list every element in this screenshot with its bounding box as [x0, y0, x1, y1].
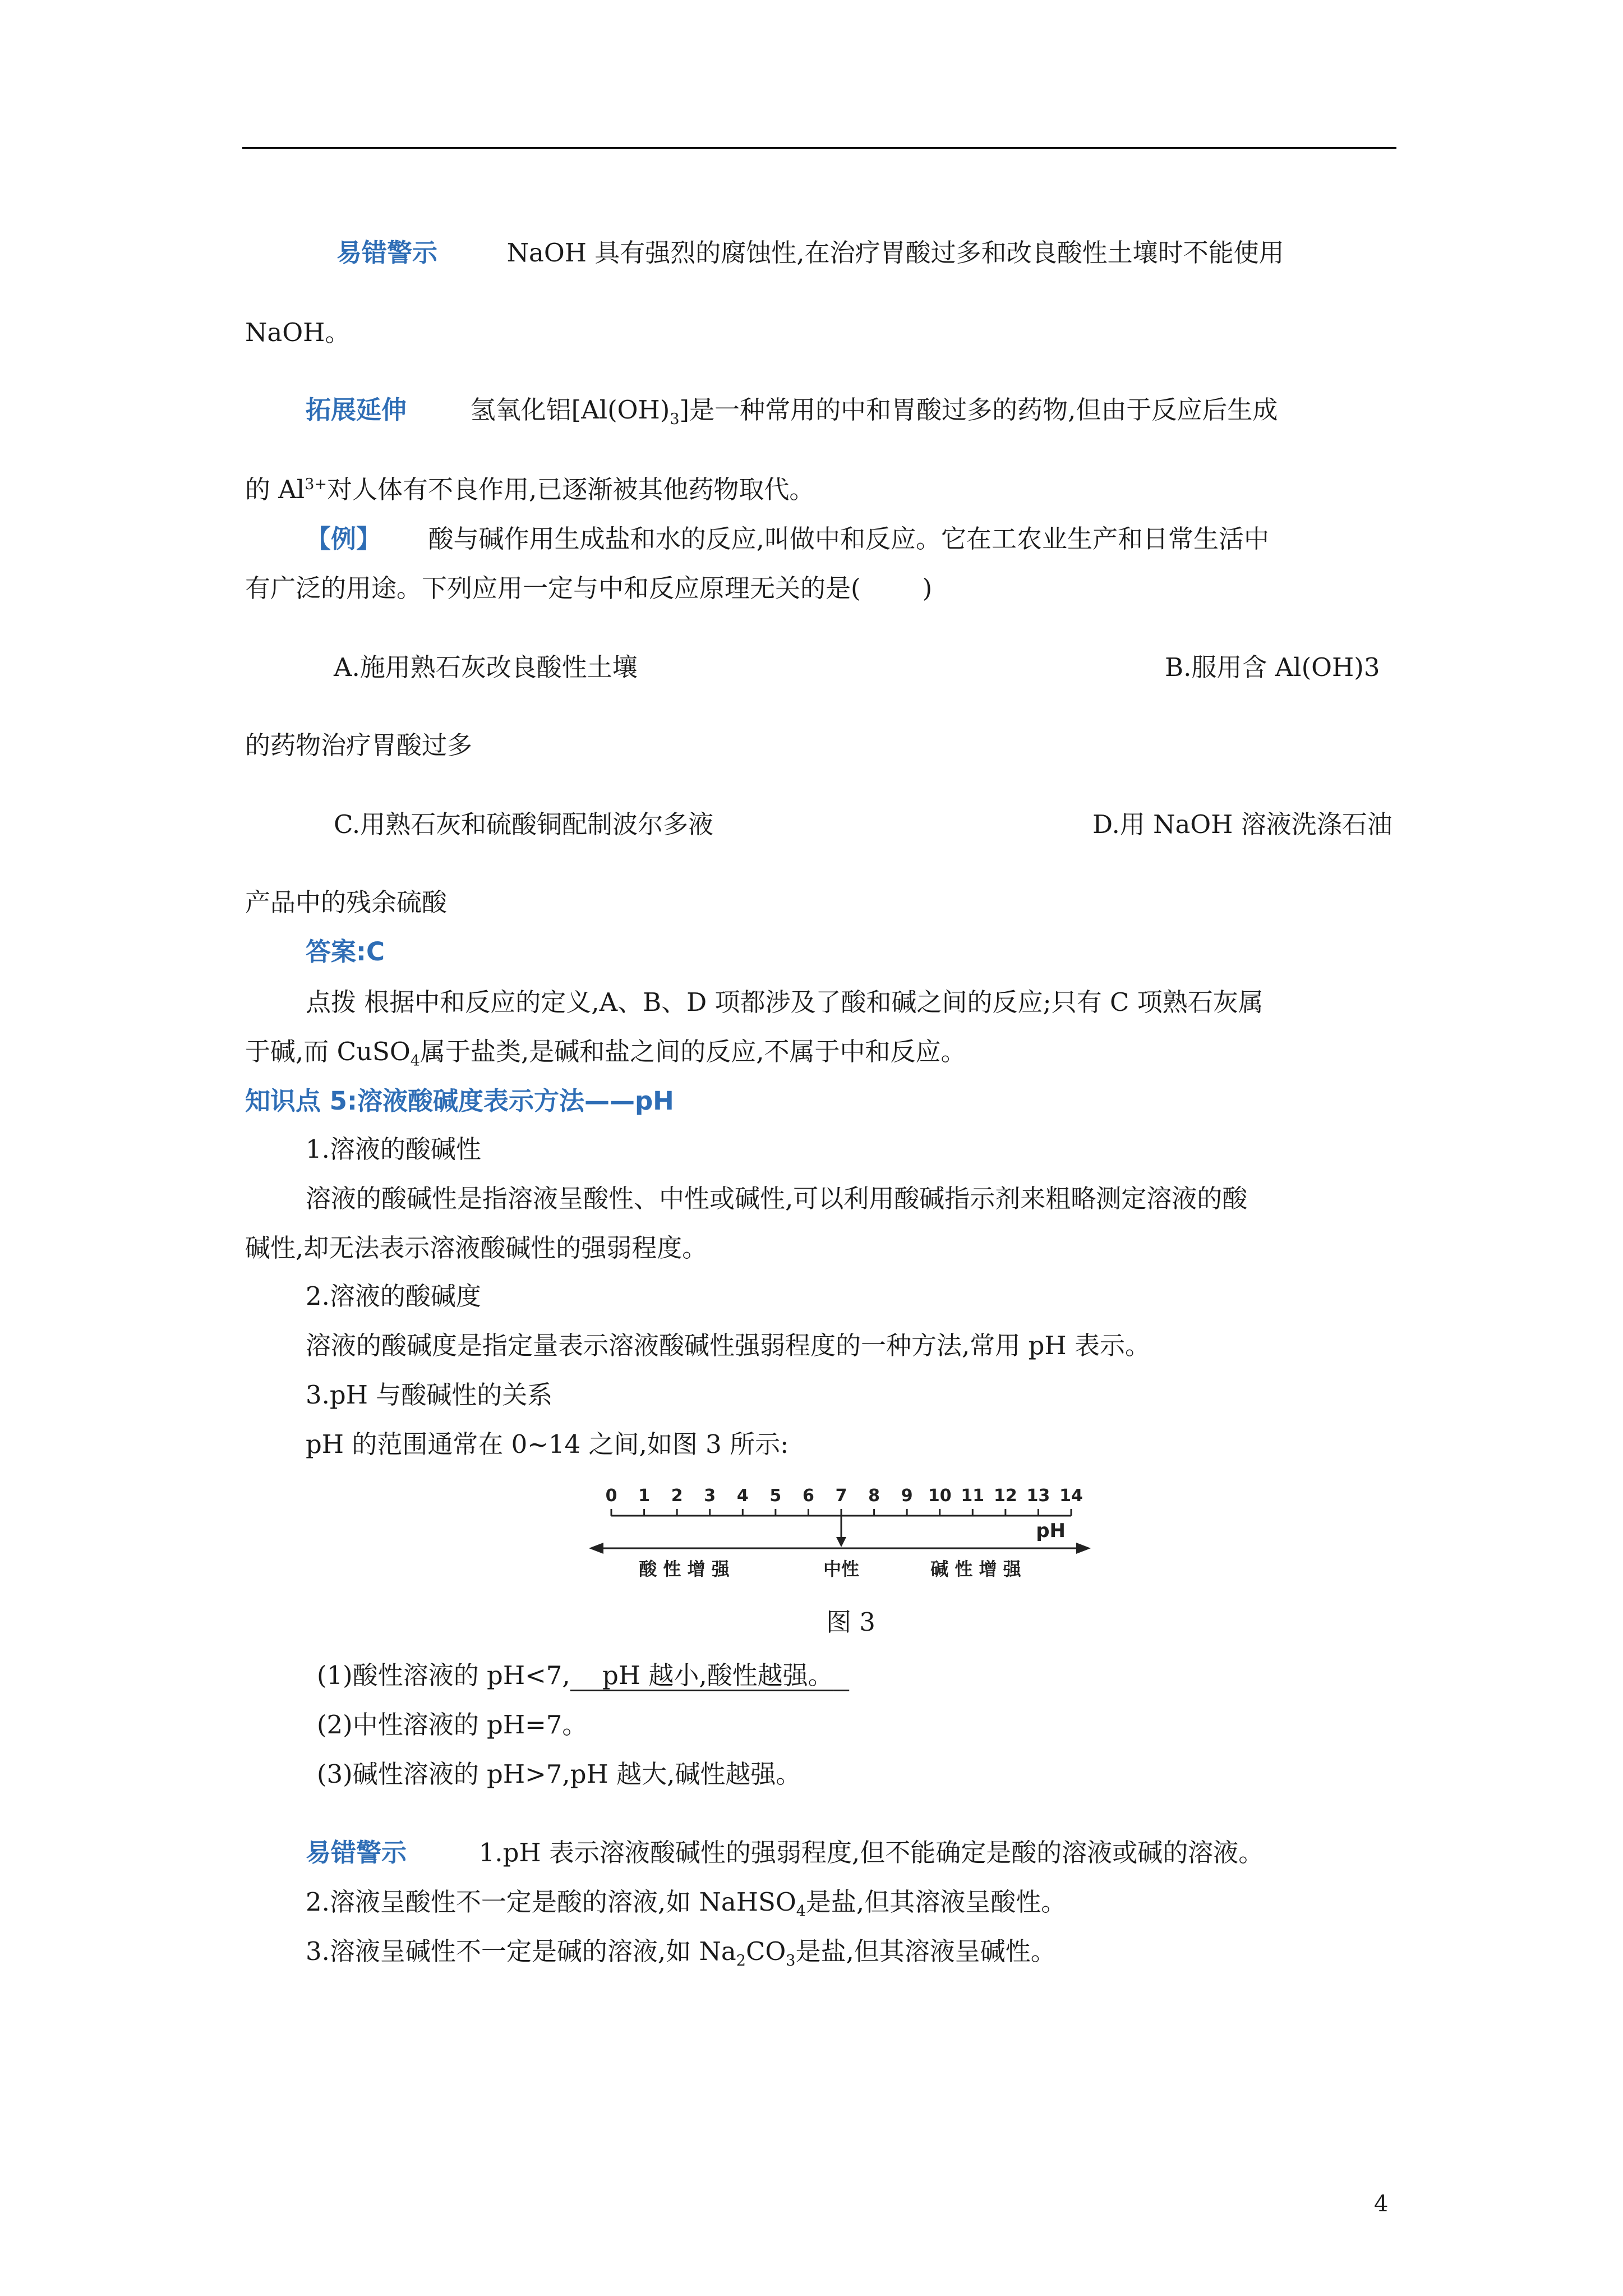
warning-2-text-1: 1.pH 表示溶液酸碱性的强弱程度,但不能确定是酸的溶液或碱的溶液。	[478, 1838, 1264, 1867]
warning-2-text-3b: CO	[745, 1936, 786, 1966]
ph-tick-label: 9	[901, 1486, 913, 1506]
hint-text-b: 属于盐类,是碱和盐之间的反应,不属于中和反应。	[419, 1037, 966, 1066]
section-1-line-1: 溶液的酸碱性是指溶液呈酸性、中性或碱性,可以利用酸碱指示剂来粗略测定溶液的酸	[306, 1184, 1248, 1213]
extension-line-2	[245, 475, 814, 505]
close-paren: )	[922, 573, 933, 603]
section-1-line-2: 碱性,却无法表示溶液酸碱性的强弱程度。	[245, 1233, 708, 1263]
ph-tick-label: 0	[605, 1486, 617, 1506]
relation-1-answer	[570, 1660, 850, 1690]
subscript: 2	[736, 1952, 746, 1970]
warning-2-line-1	[306, 1838, 1264, 1868]
warning-2-label: 易错警示	[306, 1838, 407, 1867]
option-a: A.施用熟石灰改良酸性土壤	[334, 652, 638, 682]
section-2-title: 2.溶液的酸碱度	[306, 1281, 481, 1311]
extension-text-b: ]是一种常用的中和胃酸过多的药物,但由于反应后生成	[679, 395, 1278, 425]
ph-tick-label: 12	[993, 1486, 1017, 1506]
relation-1-text: (1)酸性溶液的 pH<7,	[317, 1660, 570, 1690]
ph-axis-label: pH	[1036, 1520, 1066, 1542]
example-line-2	[245, 573, 932, 604]
answer: 答案:C	[306, 937, 385, 967]
extension-line2-a: 的 Al	[245, 475, 305, 504]
neutral-label: 中性	[823, 1558, 860, 1580]
extension-label: 拓展延伸	[306, 395, 407, 425]
relation-3: (3)碱性溶液的 pH>7,pH 越大,碱性越强。	[317, 1759, 801, 1789]
subscript: 3	[786, 1952, 796, 1970]
relation-1	[317, 1660, 849, 1691]
left-arrowhead	[589, 1543, 603, 1554]
ph-tick-label: 10	[928, 1486, 952, 1506]
hint-text-a: 于碱,而 CuSO	[245, 1037, 411, 1066]
warning-2-text-3a: 3.溶液呈碱性不一定是碱的溶液,如 Na	[306, 1936, 736, 1966]
page-number: 4	[1374, 2191, 1389, 2217]
ph-tick-label: 3	[704, 1486, 716, 1506]
hint-line-2	[245, 1037, 966, 1070]
ph-tick-marks	[611, 1509, 1071, 1516]
section-3-line-1: pH 的范围通常在 0~14 之间,如图 3 所示:	[306, 1429, 789, 1459]
knowledge-point-title: 知识点 5:溶液酸碱度表示方法——pH	[245, 1086, 674, 1116]
ph-tick-label: 7	[835, 1486, 847, 1506]
section-3-title: 3.pH 与酸碱性的关系	[306, 1380, 553, 1410]
ph-tick-label: 14	[1059, 1486, 1083, 1506]
neutral-pointer-head	[836, 1537, 846, 1547]
right-arrowhead	[1076, 1543, 1091, 1554]
section-2-line-1: 溶液的酸碱度是指定量表示溶液酸碱性强弱程度的一种方法,常用 pH 表示。	[306, 1331, 1150, 1360]
ph-tick-label: 4	[736, 1486, 749, 1506]
example-question-cont: 有广泛的用途。下列应用一定与中和反应原理无关的是(	[245, 573, 861, 603]
relation-2: (2)中性溶液的 pH=7。	[317, 1710, 588, 1740]
ph-tick-labels	[606, 1486, 1083, 1506]
ph-tick-label: 2	[671, 1486, 683, 1506]
option-c: C.用熟石灰和硫酸铜配制波尔多液	[334, 809, 714, 839]
warning-1-paragraph	[336, 238, 1284, 268]
warning-label: 易错警示	[336, 238, 438, 268]
warning-1-continuation: NaOH。	[245, 318, 351, 347]
ph-tick-label: 6	[802, 1486, 814, 1506]
warning-2-line-3	[306, 1936, 1056, 1970]
ph-tick-label: 11	[961, 1486, 985, 1506]
warning-2-text-2a: 2.溶液呈酸性不一定是酸的溶液,如 NaHSO	[306, 1887, 796, 1917]
warning-2-line-2	[306, 1887, 1066, 1921]
header-rule	[242, 147, 1396, 149]
relation-1-answer-text: pH 越小,酸性越强。	[602, 1660, 833, 1690]
extension-paragraph	[306, 395, 1278, 429]
warning-2-text-3c: 是盐,但其溶液呈碱性。	[795, 1936, 1056, 1966]
figure-caption: 图 3	[826, 1607, 875, 1637]
example-line-1	[306, 524, 1269, 554]
ph-tick-label: 1	[638, 1486, 651, 1506]
option-b-continuation: 的药物治疗胃酸过多	[245, 730, 473, 760]
warning-text: NaOH 具有强烈的腐蚀性,在治疗胃酸过多和改良酸性土壤时不能使用	[506, 238, 1284, 268]
subscript: 4	[796, 1903, 806, 1920]
hint-line-1: 点拨 根据中和反应的定义,A、B、D 项都涉及了酸和碱之间的反应;只有 C 项熟石灰属	[306, 987, 1264, 1017]
ph-tick-label: 13	[1026, 1486, 1050, 1506]
extension-text-a: 氢氧化铝[Al(OH)	[470, 395, 670, 425]
base-label: 碱 性 增 强	[930, 1558, 1021, 1580]
warning-2-text-2b: 是盐,但其溶液呈酸性。	[805, 1887, 1067, 1917]
section-1-title: 1.溶液的酸碱性	[306, 1134, 481, 1164]
option-d: D.用 NaOH 溶液洗涤石油	[1092, 809, 1393, 839]
extension-line2-b: 对人体有不良作用,已逐渐被其他药物取代。	[327, 475, 815, 504]
subscript: 3	[670, 411, 680, 428]
option-d-continuation: 产品中的残余硫酸	[245, 887, 448, 917]
acid-label: 酸 性 增 强	[639, 1558, 730, 1580]
ph-tick-label: 5	[769, 1486, 782, 1506]
subscript: 4	[410, 1052, 420, 1070]
ph-tick-label: 8	[868, 1486, 880, 1506]
example-question: 酸与碱作用生成盐和水的反应,叫做中和反应。它在工农业生产和日常生活中	[428, 524, 1269, 554]
example-label: 【例】	[306, 524, 382, 554]
ph-scale-figure	[589, 1481, 1099, 1582]
superscript: 3+	[305, 476, 328, 493]
option-b: B.服用含 Al(OH)3	[1165, 652, 1380, 682]
